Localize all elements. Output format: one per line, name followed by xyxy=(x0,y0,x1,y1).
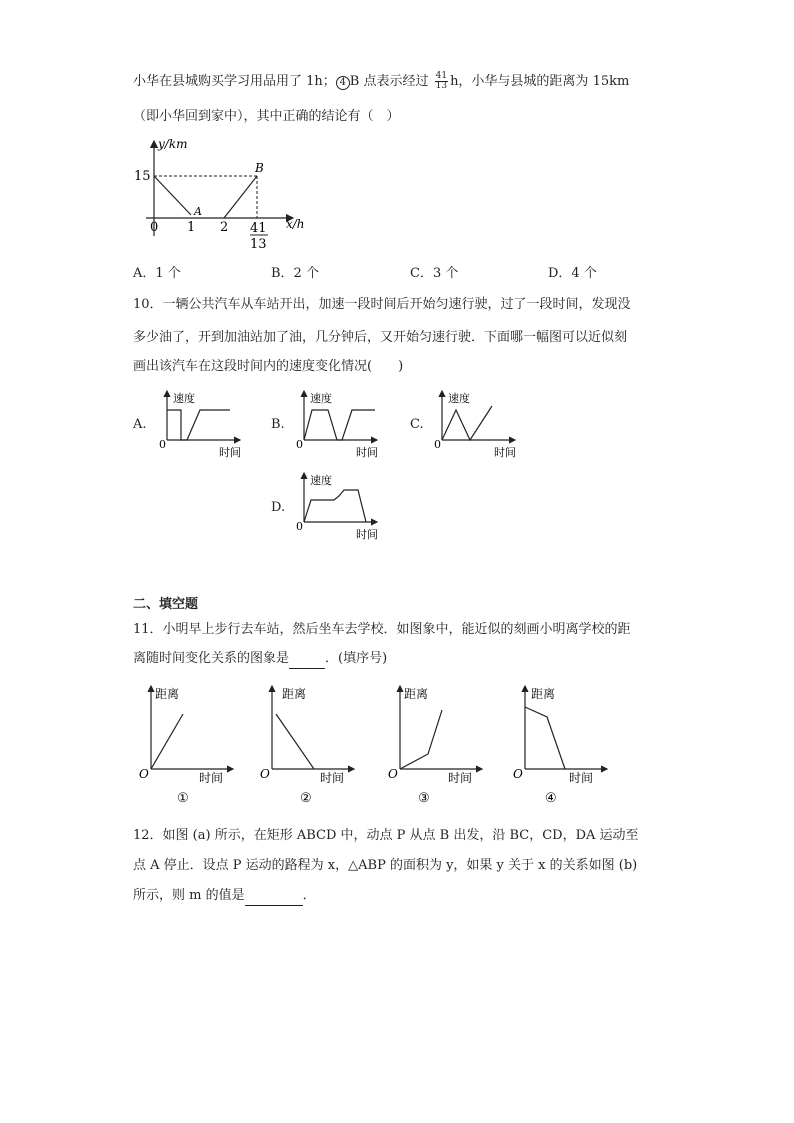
answer-blank[interactable] xyxy=(289,650,325,669)
q9-option-a[interactable]: A．1 个 xyxy=(133,266,181,281)
y-tick-15: 15 xyxy=(134,169,151,184)
origin: 0 xyxy=(296,520,303,533)
circled-number: 4 xyxy=(336,76,350,90)
x-tick-41-13-den: 13 xyxy=(250,237,267,252)
x-tick-2: 2 xyxy=(220,220,229,235)
q10-option-b-label[interactable]: B. xyxy=(271,417,285,432)
xlabel: 时间 xyxy=(320,771,345,785)
graph-number: ③ xyxy=(418,791,430,806)
q9-option-c[interactable]: C．3 个 xyxy=(410,266,459,281)
q10-graph-a xyxy=(155,388,255,463)
distance-curve xyxy=(151,714,183,769)
origin: 0 xyxy=(434,438,441,451)
fraction xyxy=(435,72,448,91)
q12-line1: 12．如图 (a) 所示，在矩形 ABCD 中，动点 P 从点 B 出发，沿 BC，CD，DA 运动至 xyxy=(133,828,639,843)
fraction-numerator: 41 xyxy=(435,71,448,81)
origin: O xyxy=(139,767,149,781)
section-title: 二、填空题 xyxy=(133,597,199,612)
q10-line1: 10．一辆公共汽车从车站开出，加速一段时间后开始匀速行驶，过了一段时间，发现没 xyxy=(133,297,631,312)
q10-graph-d xyxy=(292,470,392,545)
speed-curve xyxy=(167,410,230,440)
ylabel: 速度 xyxy=(310,474,332,487)
xlabel: 时间 xyxy=(219,446,241,459)
q9-line1-c: h，小华与县城的距离为 15km xyxy=(450,74,630,89)
xlabel: 时间 xyxy=(569,771,594,785)
speed-curve xyxy=(304,410,375,440)
x-tick-1: 1 xyxy=(187,220,196,235)
q10-graph-b xyxy=(292,388,392,463)
q11-graph-1 xyxy=(133,682,243,807)
point-b-label: B xyxy=(255,161,264,175)
xlabel: 时间 xyxy=(448,771,473,785)
q11-line1: 11．小明早上步行去车站，然后坐车去学校．如图象中，能近似的刻画小明离学校的距 xyxy=(133,622,631,637)
q9-line1-a: 小华在县城购买学习用品用了 1h； xyxy=(133,74,336,89)
q10-option-d-label[interactable]: D. xyxy=(271,500,286,515)
q9-line1-b: B 点表示经过 xyxy=(349,74,429,89)
q9-line2: （即小华回到家中），其中正确的结论有（ ） xyxy=(133,109,400,124)
ylabel: 速度 xyxy=(173,392,195,405)
distance-curve xyxy=(525,707,565,769)
xlabel: 时间 xyxy=(356,528,378,541)
q11-graph-2 xyxy=(254,682,364,807)
q11-line2-a: 离随时间变化关系的图象是 xyxy=(133,651,290,666)
q10-option-a-label[interactable]: A. xyxy=(133,417,147,432)
ylabel: 距离 xyxy=(282,687,307,701)
distance-curve xyxy=(400,710,442,769)
xlabel: 时间 xyxy=(356,446,378,459)
ylabel: 距离 xyxy=(155,687,180,701)
fraction-denominator: 13 xyxy=(435,81,448,91)
ylabel: 速度 xyxy=(310,392,332,405)
origin: O xyxy=(260,767,270,781)
q10-graph-c xyxy=(430,388,530,463)
point-a-label: A xyxy=(194,205,202,218)
xlabel: 时间 xyxy=(199,771,224,785)
speed-curve xyxy=(442,406,492,440)
xlabel: 时间 xyxy=(494,446,516,459)
graph-number: ① xyxy=(177,791,189,806)
ylabel: 距离 xyxy=(531,687,556,701)
q11-line2 xyxy=(133,650,387,669)
q9-line1 xyxy=(133,72,629,91)
distance-curve xyxy=(276,714,314,769)
graph-line-1 xyxy=(154,176,191,215)
origin: 0 xyxy=(296,438,303,451)
answer-blank[interactable] xyxy=(245,887,303,906)
q9-option-b[interactable]: B．2 个 xyxy=(271,266,319,281)
speed-curve xyxy=(304,490,366,522)
q10-option-c-label[interactable]: C. xyxy=(410,417,424,432)
q9-graph xyxy=(134,136,338,256)
ylabel: 速度 xyxy=(448,392,470,405)
q10-line3: 画出该汽车在这段时间内的速度变化情况( ) xyxy=(133,359,404,374)
q11-graph-3 xyxy=(382,682,492,807)
q12-line3 xyxy=(133,887,316,906)
q12-line3-b: ． xyxy=(302,888,316,903)
y-axis-label: y/km xyxy=(158,137,188,151)
q10-line2: 多少油了，开到加油站加了油，几分钟后，又开始匀速行驶．下面哪一幅图可以近似刻 xyxy=(133,330,628,345)
origin-label: 0 xyxy=(150,220,159,235)
graph-number: ② xyxy=(300,791,312,806)
x-axis-label: x/h xyxy=(286,217,305,231)
q12-line3-a: 所示，则 m 的值是 xyxy=(133,888,245,903)
ylabel: 距离 xyxy=(404,687,429,701)
graph-number: ④ xyxy=(545,791,557,806)
q11-line2-b: ．(填序号) xyxy=(325,651,388,666)
origin: 0 xyxy=(159,438,166,451)
x-tick-41-13-num: 41 xyxy=(250,221,267,236)
origin: O xyxy=(388,767,398,781)
origin: O xyxy=(513,767,523,781)
q9-option-d[interactable]: D．4 个 xyxy=(548,266,597,281)
q12-line2: 点 A 停止．设点 P 运动的路程为 x，△ABP 的面积为 y，如果 y 关于 x 的关系如图 (b) xyxy=(133,858,638,873)
graph-line-2 xyxy=(224,176,257,218)
q11-graph-4 xyxy=(507,682,617,807)
